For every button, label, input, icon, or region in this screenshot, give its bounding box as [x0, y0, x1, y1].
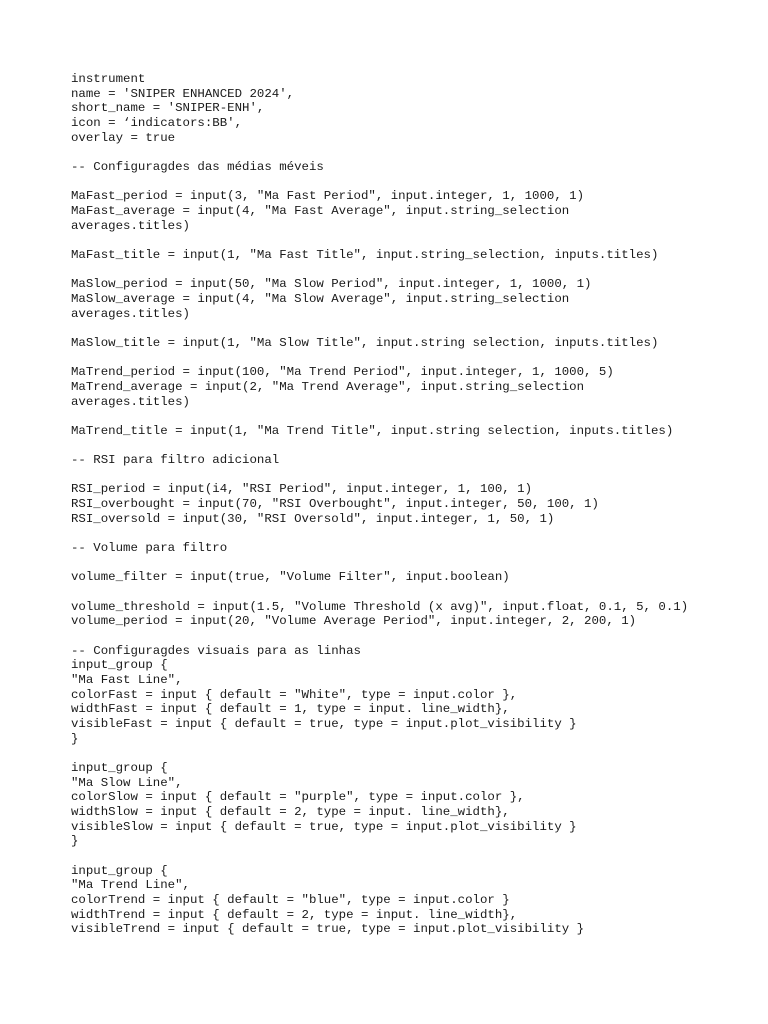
code-block	[71, 453, 748, 468]
code-line: name = 'SNIPER ENHANCED 2024',	[71, 86, 295, 101]
code-block	[71, 336, 748, 351]
code-line: MaTrend_period = input(100, "Ma Trend Period", input.integer, 1, 1000, 5)	[71, 365, 614, 380]
code-line: visibleTrend = input { default = true, type = input.plot_visibility }	[71, 922, 585, 937]
paragraph-gap	[71, 629, 748, 644]
code-line: colorSlow = input { default = "purple", type = input.color },	[71, 790, 525, 805]
paragraph-gap	[71, 351, 748, 366]
code-line: widthSlow = input { default = 2, type = input. line_width},	[71, 805, 510, 820]
code-line: visibleFast = input { default = true, type = input.plot_visibility }	[71, 717, 577, 732]
code-line: -- Configuragdes das médias méveis	[71, 160, 324, 175]
code-line: short_name = 'SNIPER-ENH',	[71, 101, 265, 116]
paragraph-gap	[71, 849, 748, 864]
paragraph-gap	[71, 556, 748, 571]
code-block	[71, 541, 748, 556]
code-block	[71, 644, 748, 747]
code-line: input_group {	[71, 761, 168, 775]
code-line: -- RSI para filtro adicional	[71, 453, 280, 468]
code-document	[71, 72, 748, 937]
code-line: RSI_period = input(i4, "RSI Period", input.integer, 1, 100, 1)	[71, 482, 533, 497]
code-line: }	[71, 731, 79, 746]
code-line: -- Volume para filtro	[71, 541, 228, 556]
code-line: visibleSlow = input { default = true, type = input.plot_visibility }	[71, 819, 577, 834]
paragraph-gap	[71, 233, 748, 248]
code-line: MaFast_title = input(1, "Ma Fast Title", input.string_selection, inputs.titles)	[71, 247, 659, 262]
code-block	[71, 864, 748, 937]
code-line: MaTrend_title = input(1, "Ma Trend Title", input.string selection, inputs.titles)	[71, 423, 674, 438]
code-line: MaFast_period = input(3, "Ma Fast Period", input.integer, 1, 1000, 1)	[71, 189, 585, 204]
code-line: MaTrend_average = input(2, "Ma Trend Average", input.string_selection	[71, 379, 585, 394]
code-line: averages.titles)	[71, 306, 190, 321]
paragraph-gap	[71, 746, 748, 761]
code-line: "Ma Trend Line",	[71, 878, 190, 893]
code-block	[71, 365, 748, 409]
code-line: "Ma Fast Line",	[71, 672, 183, 687]
code-line: overlay = true	[71, 130, 176, 145]
code-line: widthFast = input { default = 1, type = input. line_width},	[71, 702, 510, 717]
code-line: input_group {	[71, 863, 168, 878]
code-line: colorTrend = input { default = "blue", type = input.color }	[71, 893, 510, 908]
code-line: volume_filter = input(true, "Volume Filter", input.boolean)	[71, 570, 510, 585]
code-block	[71, 424, 748, 439]
paragraph-gap	[71, 468, 748, 483]
code-line: MaFast_average = input(4, "Ma Fast Average", input.string_selection	[71, 204, 570, 218]
code-line: input_group {	[71, 658, 168, 673]
code-line: instrument	[71, 72, 146, 86]
paragraph-gap	[71, 526, 748, 541]
code-line: averages.titles)	[71, 218, 190, 233]
code-line: MaSlow_average = input(4, "Ma Slow Average", input.string_selection	[71, 291, 570, 306]
code-line: MaSlow_title = input(1, "Ma Slow Title", input.string selection, inputs.titles)	[71, 335, 659, 350]
code-block	[71, 189, 748, 233]
code-block	[71, 600, 748, 629]
code-line: icon = ‘indicators:BB',	[71, 116, 243, 131]
code-block	[71, 482, 748, 526]
code-line: averages.titles)	[71, 394, 190, 409]
code-line: volume_period = input(20, "Volume Average Period", input.integer, 2, 200, 1)	[71, 614, 637, 629]
code-line: RSI_overbought = input(70, "RSI Overbought", input.integer, 50, 100, 1)	[71, 497, 599, 512]
code-block	[71, 761, 748, 849]
paragraph-gap	[71, 145, 748, 160]
paragraph-gap	[71, 175, 748, 190]
code-line: volume_threshold = input(1.5, "Volume Threshold (x avg)", input.float, 0.1, 5, 0.1)	[71, 599, 689, 614]
code-block	[71, 248, 748, 263]
code-line: -- Configuragdes visuais para as linhas	[71, 643, 361, 658]
code-line: MaSlow_period = input(50, "Ma Slow Period", input.integer, 1, 1000, 1)	[71, 277, 592, 292]
paragraph-gap	[71, 439, 748, 454]
code-line: colorFast = input { default = "White", type = input.color },	[71, 687, 518, 702]
code-line: "Ma Slow Line",	[71, 775, 183, 790]
code-line: RSI_oversold = input(30, "RSI Oversold", input.integer, 1, 50, 1)	[71, 511, 555, 526]
code-block	[71, 160, 748, 175]
code-line: }	[71, 834, 79, 849]
code-line: widthTrend = input { default = 2, type = input. line_width},	[71, 907, 518, 922]
paragraph-gap	[71, 409, 748, 424]
paragraph-gap	[71, 263, 748, 278]
paragraph-gap	[71, 585, 748, 600]
paragraph-gap	[71, 321, 748, 336]
code-block	[71, 277, 748, 321]
code-block	[71, 72, 748, 145]
code-block	[71, 570, 748, 585]
